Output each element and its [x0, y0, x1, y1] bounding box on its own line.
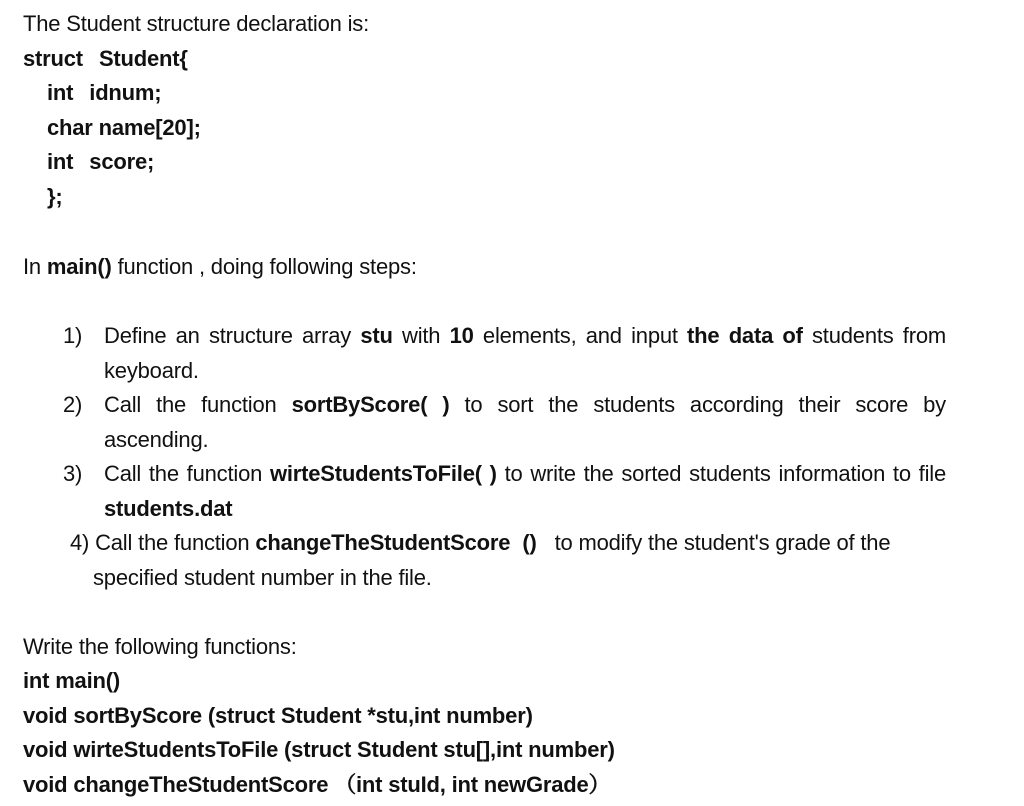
- step-text-part: Call the function: [104, 461, 270, 486]
- step-2-number: 2): [63, 392, 83, 417]
- struct-field-idnum: [47, 79, 161, 107]
- step-text-part: to sort the students according their score by ascending.: [104, 392, 946, 452]
- field-name: idnum;: [89, 80, 162, 105]
- step-keyword: wirteStudentsToFile( ): [269, 461, 497, 486]
- main-func-name: main(): [46, 254, 112, 279]
- func-signature-sortbyscore: void sortByScore (struct Student *stu,int number): [23, 703, 533, 728]
- struct-name: Student{: [98, 46, 188, 71]
- functions-intro: Write the following functions:: [23, 634, 297, 659]
- step-keyword: stu: [360, 323, 393, 348]
- main-intro: [23, 253, 417, 281]
- main-intro-suffix: function , doing following steps:: [111, 254, 417, 279]
- step-4-continuation: specified student number in the file.: [93, 565, 432, 590]
- main-intro-prefix: In: [23, 254, 47, 279]
- step-keyword: changeTheStudentScore: [255, 530, 511, 555]
- step-text-part: Call the function: [89, 530, 256, 555]
- step-4-text: [70, 529, 890, 557]
- step-text-part: students from keyboard.: [104, 323, 947, 383]
- step-1-text: [104, 319, 946, 388]
- step-keyword: the data of: [687, 323, 803, 348]
- func-signature-main: int main(): [23, 668, 120, 693]
- step-text-part: to write the sorted students information to file: [496, 461, 946, 486]
- step-keyword-parens: (): [522, 530, 537, 555]
- struct-keyword: struct: [23, 46, 83, 71]
- field-type: int: [47, 149, 74, 174]
- struct-line: [23, 45, 188, 73]
- step-2-text: [104, 388, 946, 457]
- step-keyword: sortByScore( ): [291, 392, 450, 417]
- step-keyword: students.dat: [104, 495, 233, 521]
- struct-field-name: char name[20];: [47, 115, 201, 140]
- field-name: score;: [89, 149, 155, 174]
- step-keyword: 10: [449, 323, 474, 348]
- intro-text: The Student structure declaration is:: [23, 11, 370, 36]
- step-4-number: 4): [70, 530, 90, 555]
- func-signature-changescore: void changeTheStudentScore （int stuId, int newGrade）: [23, 772, 611, 797]
- step-1-number: 1): [63, 323, 83, 348]
- struct-close: };: [47, 184, 63, 209]
- step-text-part: elements, and input: [473, 323, 688, 348]
- func-signature-writestudents: void wirteStudentsToFile (struct Student stu[],int number): [23, 737, 615, 762]
- step-text-part: Define an structure array: [104, 323, 361, 348]
- struct-field-score: [47, 148, 154, 176]
- step-text-part: to modify the student's grade of the: [554, 530, 891, 555]
- step-3-text: [104, 457, 946, 526]
- step-text-part: Call the function: [104, 392, 292, 417]
- step-3-number: 3): [63, 461, 83, 486]
- field-type: int: [47, 80, 74, 105]
- step-text-part: with: [392, 323, 450, 348]
